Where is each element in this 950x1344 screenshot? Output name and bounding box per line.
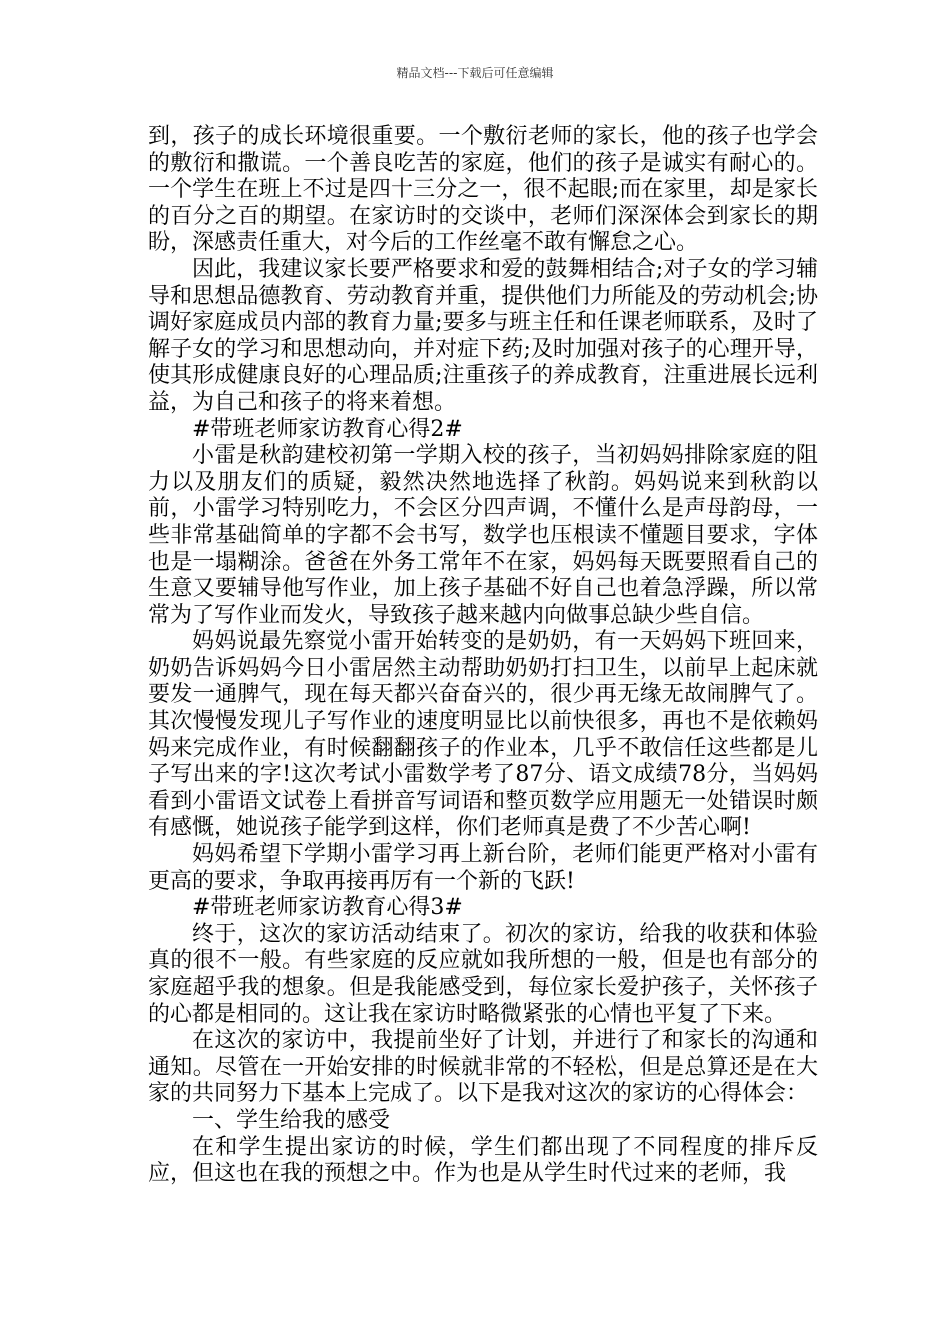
document-body (148, 124, 818, 1188)
paragraph: 终于，这次的家访活动结束了。初次的家访，给我的收获和体验真的很不一般。有些家庭的反应就如我所想的一般，但是也有部分的家庭超乎我的想象。但是我能感受到，每位家长爱护孩子，关怀孩子的心都是相同的。这让我在家访时略微紧张的心情也平复了下来。 (148, 921, 818, 1027)
paragraph: 小雷是秋韵建校初第一学期入校的孩子，当初妈妈排除家庭的阻力以及朋友们的质疑，毅然决然地选择了秋韵。妈妈说来到秋韵以前，小雷学习特别吃力，不会区分四声调，不懂什么是声母韵母，一些非常基础简单的字都不会书写，数学也压根读不懂题目要求，字体也是一塌糊涂。爸爸在外务工常年不在家，妈妈每天既要照看自己的生意又要辅导他写作业，加上孩子基础不好自己也着急浮躁，所以常常为了写作业而发火，导致孩子越来越内向做事总缺少些自信。 (148, 443, 818, 628)
section-heading: #带班老师家访教育心得2# (192, 416, 463, 442)
paragraph: 妈妈希望下学期小雷学习再上新台阶，老师们能更严格对小雷有更高的要求，争取再接再厉有一个新的飞跃! (148, 842, 818, 894)
paragraph: 在和学生提出家访的时候，学生们都出现了不同程度的排斥反应，但这也在我的预想之中。作为也是从学生时代过来的老师，我 (148, 1134, 818, 1187)
sub-heading: 一、学生给我的感受 (192, 1107, 391, 1133)
paragraph: 在这次的家访中，我提前坐好了计划，并进行了和家长的沟通和通知。尽管在一开始安排的时候就非常的不轻松，但是总算还是在大家的共同努力下基本上完成了。以下是我对这次的家访的心得体会： (148, 1028, 818, 1107)
page-header: 精品文档---下载后可任意编辑 (396, 66, 554, 80)
paragraph: 到，孩子的成长环境很重要。一个敷衍老师的家长，他的孩子也学会的敷衍和撒谎。一个善良吃苦的家庭，他们的孩子是诚实有耐心的。一个学生在班上不过是四十三分之一，很不起眼;而在家里，却是家长的百分之百的期望。在家访时的交谈中，老师们深深体会到家长的期盼，深感责任重大，对今后的工作丝毫不敢有懈怠之心。 (148, 124, 818, 256)
paragraph: 妈妈说最先察觉小雷开始转变的是奶奶，有一天妈妈下班回来，奶奶告诉妈妈今日小雷居然主动帮助奶奶打扫卫生，以前早上起床就要发一通脾气，现在每天都兴奋奋兴的，很少再无缘无故闹脾气了。其次慢慢发现儿子写作业的速度明显比以前快很多，再也不是依赖妈妈来完成作业，有时候翻翻孩子的作业本，几乎不敢信任这些都是儿子写出来的字!这次考试小雷数学考了87分、语文成绩78分，当妈妈看到小雷语文试卷上看拼音写词语和整页数学应用题无一处错误时颇有感慨，她说孩子能学到这样，你们老师真是费了不少苦心啊! (148, 629, 818, 841)
paragraph: 因此，我建议家长要严格要求和爱的鼓舞相结合;对子女的学习辅导和思想品德教育、劳动教育并重，提供他们力所能及的劳动机会;协调好家庭成员内部的教育力量;要多与班主任和任课老师联系，及时了解子女的学习和思想动向，并对症下药;及时加强对孩子的心理开导，使其形成健康良好的心理品质;注重孩子的养成教育，注重进展长远利益，为自己和孩子的将来着想。 (148, 256, 818, 415)
section-heading: #带班老师家访教育心得3# (192, 895, 463, 921)
